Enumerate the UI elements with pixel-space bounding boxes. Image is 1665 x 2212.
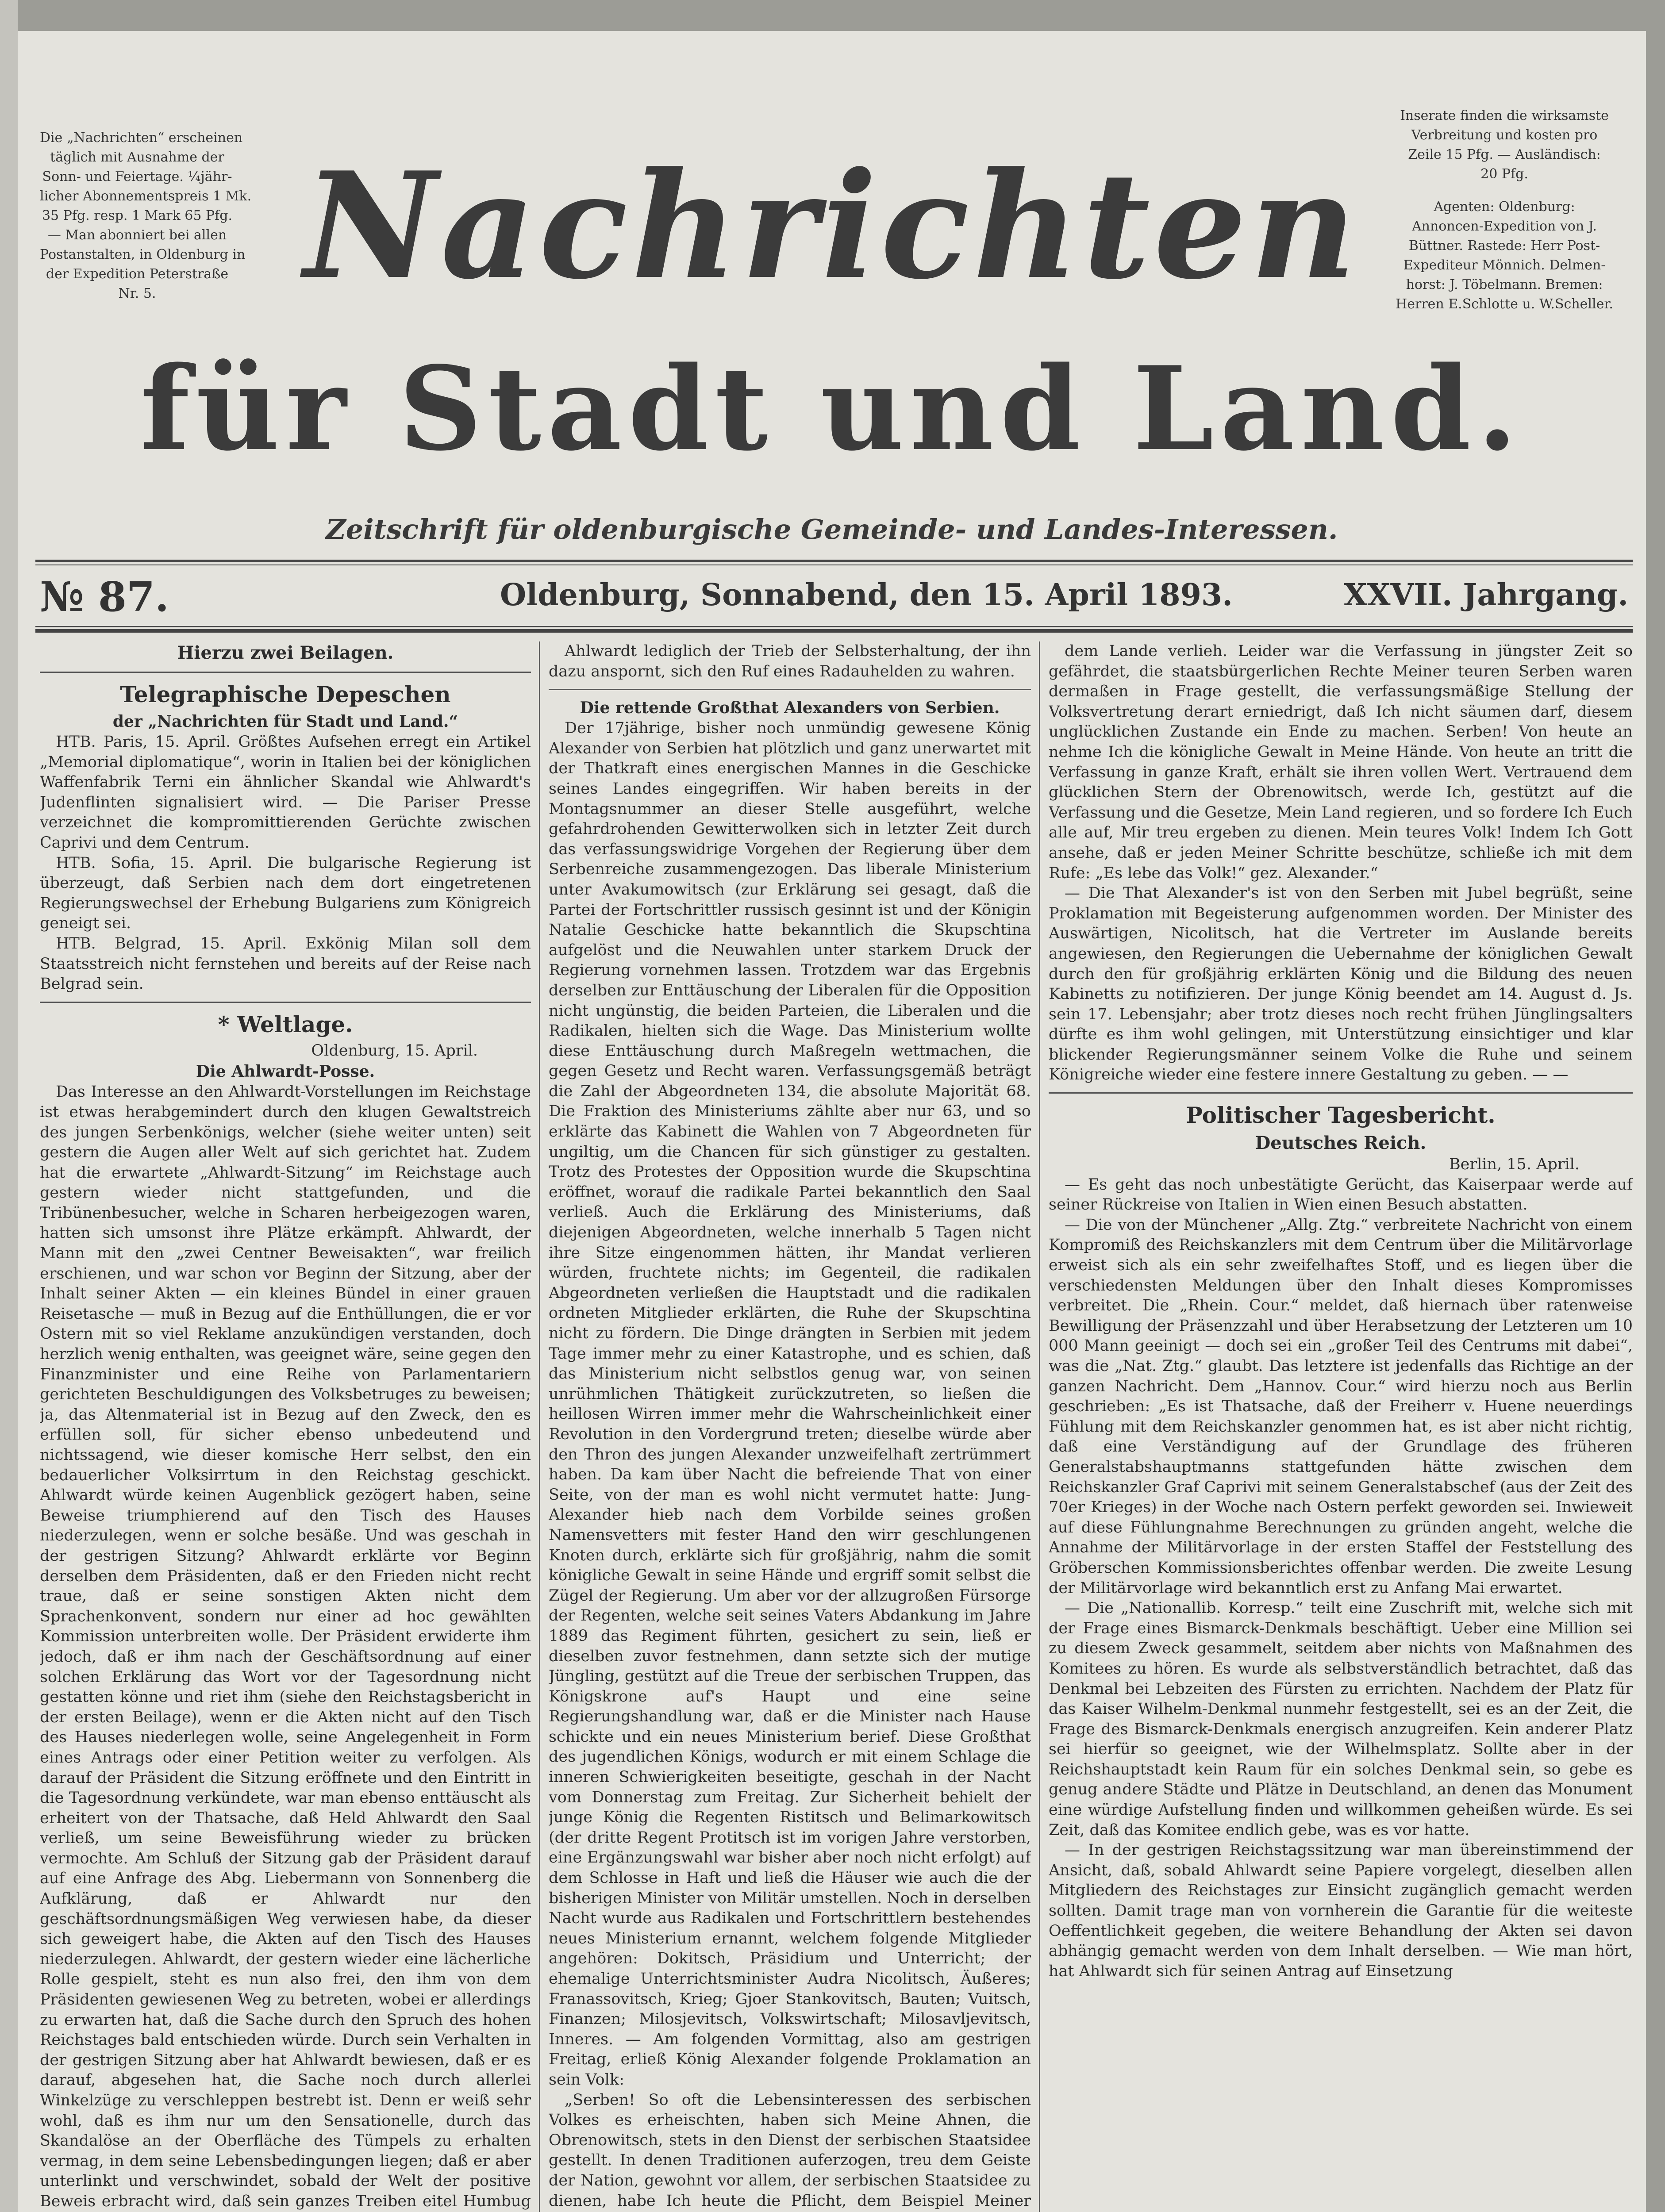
note-line: licher Abonnementspreis 1 Mk. [40,188,252,204]
supplements-notice: Hierzu zwei Beilagen. [177,642,394,663]
article-heading: Die Ahlwardt-Posse. [196,1062,375,1081]
note-line: — Man abonniert bei allen [47,227,227,243]
article-paragraph: — Es geht das noch unbestätigte Gerücht, das Kaiserpaar werde auf seiner Rückreise von Italien in Wien einen Besuch abstatten. [1049,1175,1633,1214]
note-line: Herren E.Schlotte u. W.Scheller. [1396,296,1613,312]
article-paragraph: — Die von der Münchener „Allg. Ztg.“ verbreitete Nachricht von einem Kompromiß des Reichskanzlers mit dem Centrum über die Militärvorlage erweist sich als ein sehr zweifelhaftes Stoff, und es liegen über die verschiedensten Meldungen über den Inhalt dieses Kompromisses verbreitet. Die „Rhein. Cour.“ meldet, daß hiernach über ratenweise Bewilligung der Präsenzzahl und über Herabsetzung der Letzteren um 10 000 Mann geeinigt — doch sei ein „großer Teil des Centrums mit dabei“, was die „Nat. Ztg.“ glaubt. Das letztere ist jedenfalls das Richtige an der ganzen Nachricht. Dem „Hannov. Cour.“ wird hierzu noch aus Berlin geschrieben: „Es ist Thatsache, daß der Freiherr v. Huene neuerdings Fühlung mit dem Reichskanzler genommen hat, es ist aber nicht richtig, daß eine Verständigung auf der Grundlage des früheren Generalstabshauptmanns stattgefunden hätte zwischen dem Reichskanzler Graf Caprivi mit seinem Generalstabschef (aus der Zeit des 70er Krieges) in der Woche nach Ostern perfekt geworden sei. Inwieweit auf diese Fühlungnahme Berechnungen zu gründen angeht, welche die Annahme der Militärvorlage in der ersten Staffel der Feststellung des Gröberschen Kommissionsberichtes offenbar werden. Die zweite Lesung der Militärvorlage wird bekanntlich erst zu Anfang Mai erwartet. [1049,1216,1633,1597]
issue-number: № 87. [40,573,169,621]
note-line: 35 Pfg. resp. 1 Mark 65 Pfg. [42,208,233,223]
issue-date: Oldenburg, Sonnabend, den 15. April 1893. [500,577,1233,613]
column-divider [1039,641,1040,2212]
note-line: Postanstalten, in Oldenburg in [40,247,246,262]
note-line: horst: J. Töbelmann. Bremen: [1406,277,1603,292]
article-continuation: Ahlwardt lediglich der Trieb der Selbsterhaltung, der ihn dazu anspornt, sich den Ruf eines Radauhelden zu wahren. [549,642,1031,680]
note-line: Agenten: Oldenburg: [1434,199,1575,215]
masthead-title-second-line: für Stadt und Land. [140,342,1524,476]
article-paragraph: — Die „Nationallib. Korresp.“ teilt eine Zuschrift mit, welche sich mit der Frage eines Bismarck-Denkmals beschäftigt. Ueber eine Million sei zu diesem Zweck gesammelt, seitdem aber nichts von Maßnahmen des Komitees zu hören. Es wurde als selbstverständlich betrachtet, daß das Denkmal bei Lebzeiten des Fürsten zu errichten. Nachdem der Platz für das Kaiser Wilhelm-Denkmal nunmehr festgestellt, sei es an der Zeit, die Frage des Bismarck-Denkmals energisch anzugreifen. Kein anderer Platz sei hierfür so geeignet, wie der Wilhelmsplatz. Sollte aber in der Reichshauptstadt kein Raum für ein solches Denkmal sein, so gebe es genug andere Städte und Plätze in Deutschland, an denen das Monument eine würdige Aufstellung finden und willkommen geheißen würde. Es sei Zeit, daß das Komitee endlich gebe, was es vor hatte. [1049,1599,1633,1839]
article-paragraph: Das Interesse an den Ahlwardt-Vorstellungen im Reichstage ist etwas herabgemindert durch den klugen Gewaltstreich des jungen Serbenkönigs, welcher (siehe weiter unten) seit gestern die Augen aller Welt auf sich gerichtet hat. Zudem hat die erwartete „Ahlwardt-Sitzung“ im Reichstage auch gestern wieder nicht stattgefunden, und die Tribünenbesucher, welche in Scharen herbeigezogen waren, hatten sich umsonst ihre Plätze erkämpft. Ahlwardt, der Mann mit den „zwei Centner Beweisakten“, war freilich erschienen, und war schon vor Beginn der Sitzung, aber der Inhalt seiner Akten — ein kleines Bündel in einer grauen Reisetasche — muß in Bezug auf die Enthüllungen, die er vor Ostern mit so viel Reklame anzukündigen verstanden, doch herzlich wenig enthalten, was geeignet wäre, seine gegen den Finanzminister und eine Reihe von Parlamentariern gerichteten Beschuldigungen des Volksbetruges zu beweisen; ja, das Altenmaterial ist in Bezug auf den Zweck, den es erfüllen soll, für sicher ebenso unbedeutend und nichtssagend, wie dieser komische Herr selbst, den ein bedauerlicher Volksirrtum in den Reichstag geschickt. Ahlwardt würde keinen Augenblick gezögert haben, seine Beweise triumphierend auf den Tisch des Hauses niederzulegen, wenn er solche besäße. Und was geschah in der gestrigen Sitzung? Ahlwardt erklärte vor Beginn derselben dem Präsidenten, daß er den Frieden nicht recht traue, daß er seine sonstigen Akten nicht dem Sprachenkonvent, sondern nur einer ad hoc gewählten Kommission unterbreiten wolle. Der Präsident erwiderte ihm jedoch, daß er ihm nach der Geschäftsordnung auf einer solchen Erklärung das Wort vor der Tagesordnung nicht gestatten könne und riet ihm (siehe den Reichstagsbericht in der ersten Beilage), wenn er die Akten nicht auf den Tisch des Hauses niederlegen wolle, seine Angelegenheit in Form eines Antrags oder einer Petition weiter zu verfolgen. Als darauf der Präsident die Sitzung eröffnete und den Eintritt in die Tagesordnung verkündete, war man ebenso enttäuscht als erheitert von der Thatsache, daß Held Ahlwardt den Saal verließ, um seine Beweisführung wieder zu brücken vermochte. Am Schluß der Sitzung gab der Präsident darauf auf eine Anfrage des Abg. Liebermann von Sonnenberg die Aufklärung, daß er Ahlwardt nur den geschäftsordnungsmäßigen Weg verwiesen habe, da dieser sich geweigert habe, die Akten auf den Tisch des Hauses niederzulegen. Ahlwardt, der gestern wieder eine lächerliche Rolle gespielt, steht es nun also frei, den ihm von dem Präsidenten gewiesenen Weg zu betreten, wobei er allerdings zu erwarten hat, daß die Sache durch den Spruch des hohen Reichstages bald entschieden würde. Durch sein Verhalten in der gestrigen Sitzung aber hat Ahlwardt bewiesen, daß er es darauf, abgesehen hat, die Sache noch durch allerlei Winkelzüge zu verschleppen bestrebt ist. Denn er weiß sehr wohl, daß es ihm nur um den Sensationelle, durch das Skandalöse an der Oberfläche des Tümpels zu erhalten vermag, in dem seine Lebensbedingungen liegen; daß er aber unterlinkt und verschwindet, sobald der Welt der positive Beweis erbracht wird, daß sein ganzes Treiben eitel Humbug [40,1083,531,2210]
article-paragraph: HTB. Paris, 15. April. Größtes Aufsehen erregt ein Artikel „Memorial diplomatique“, worin in Italien bei der königlichen Waffenfabrik Terni ein ähnlicher Skandal wie Ahlwardt's Judenflinten signalisiert wird. — Die Pariser Presse verzeichnet die kompromittierenden Gerüchte zwischen Caprivi und dem Centrum. [40,733,531,852]
dateline-rule-thin [35,626,1633,627]
masthead-rule-top [35,560,1633,562]
section-rule [549,689,1031,690]
note-line: Zeile 15 Pfg. — Ausländisch: [1408,147,1601,162]
note-line: Verbreitung und kosten pro [1411,127,1598,143]
article-paragraph: HTB. Belgrad, 15. April. Exkönig Milan soll dem Staatsstreich nicht fernstehen und bereits auf der Reise nach Belgrad sein. [40,934,531,993]
masthead-title: Nachrichten [304,140,1360,311]
newspaper-page [18,31,1646,2212]
section-heading-dispatches: Telegraphische Depeschen [120,681,451,707]
place-date: Oldenburg, 15. April. [311,1041,478,1060]
article-paragraph: „Serben! So oft die Lebensinteressen des serbischen Volkes es erheischten, haben sich Meine Ahnen, die Obrenowitsch, stets in den Dienst der serbischen Staatsidee gestellt. In denen Traditionen auferzogen, treu dem Geiste der Nation, gewohnt vor allem, der serbischen Staatsidee zu dienen, habe Ich heute die Pflicht, dem Beispiel Meiner [549,2091,1031,2210]
dateline [40,573,1628,622]
note-line: Die „Nachrichten“ erscheinen [40,130,243,146]
column-3 [1049,641,1633,2212]
note-line: täglich mit Ausnahme der [50,150,224,165]
note-line: Sonn- und Feiertage. ¼jähr- [42,169,232,184]
section-rule [40,1002,531,1003]
note-line: der Expedition Peterstraße [46,266,229,282]
section-rule [40,672,531,673]
article-heading: Die rettende Großthat Alexanders von Serbien. [580,699,1000,718]
column-1 [40,641,531,2212]
note-line: Büttner. Rastede: Herr Post- [1408,238,1600,253]
column-2 [549,641,1031,2212]
article-paragraph: — Die That Alexander's ist von den Serben mit Jubel begrüßt, seine Proklamation mit Begeisterung aufgenommen worden. Der Minister des Auswärtigen, Nicolitsch, hat die Vertreter im Auslande bereits angewiesen, den Regierungen die Uebernahme der königlichen Gewalt durch den für großjährig erklärten König und die Bildung des neuen Kabinetts zu notifizieren. Der junge König beendet am 14. August d. Js. sein 17. Lebensjahr; aber trotz dieses noch recht frühen Jünglingsalters dürfte es ihm wohl gelingen, mit Unterstützung einsichtiger und klar blickender Regierungsmänner seinem Volke die Ruhe und seinem Königreiche wieder eine festere innere Gestaltung zu geben. — — [1049,884,1633,1084]
section-heading-weltlage: * Weltlage. [218,1011,353,1037]
volume-number: XXVII. Jahrgang. [1343,577,1628,613]
section-heading-politics: Politischer Tagesbericht. [1186,1102,1496,1129]
note-line: Nr. 5. [118,286,156,301]
section-subheading: der „Nachrichten für Stadt und Land.“ [112,712,458,731]
section-subheading: Deutsches Reich. [1255,1133,1427,1154]
place-date: Berlin, 15. April. [1449,1156,1580,1174]
article-paragraph: HTB. Sofia, 15. April. Die bulgarische Regierung ist überzeugt, daß Serbien nach dem dort eingetretenen Regierungswechsel der Erhebung Bulgariens zum Königreich geneigt sei. [40,854,531,933]
note-line: Annoncen-Expedition von J. [1412,219,1597,234]
article-paragraph: — In der gestrigen Reichstagssitzung war man übereinstimmend der Ansicht, daß, sobald Ahlwardt seine Papiere vorgelegt, dieselben allen Mitgliedern des Reichstages zur Einsicht zugänglich gemacht werden sollten. Damit trage man von vornherein die Garantie für die weiteste Oeffentlichkeit gegeben, die weitere Behandlung der Akten sei davon abhängig gemacht werden von dem Inhalt derselben. — Wie man hört, hat Ahlwardt sich für seinen Antrag auf Einsetzung [1049,1841,1633,1980]
note-line: 20 Pfg. [1480,166,1528,182]
section-rule [1049,1092,1633,1094]
column-divider [539,641,540,2212]
article-continuation: dem Lande verlieh. Leider war die Verfassung in jüngster Zeit so gefährdet, die staatsbürgerlichen Rechte Meiner teuren Serben waren dermaßen in Frage gestellt, die verfassungsmäßige Stellung der Volksvertretung derart erniedrigt, daß Ich nicht säumen darf, diesem unglücklichen Zustande ein Ende zu machen. Serben! Von heute an nehme Ich die königliche Gewalt in Meine Hände. Von heute an tritt die Verfassung in ganze Kraft, erhält sie ihren vollen Wert. Vertrauend dem glücklichen Stern der Obrenowitsch, werde Ich, gestützt auf die Verfassung und die Gesetze, Mein Land regieren, und so fordere Ich Euch alle auf, Mir treu ergeben zu dienen. Mein teures Volk! Indem Ich Gott ansehe, daß er jeden Meiner Schritte beschütze, schließe ich mit dem Rufe: „Es lebe das Volk!“ gez. Alexander.“ [1049,642,1633,882]
note-line: Expediteur Mönnich. Delmen- [1403,257,1606,273]
article-paragraph: Der 17jährige, bisher noch unmündig gewesene König Alexander von Serbien hat plötzlich und ganz unerwartet mit der Thatkraft eines energischen Mannes in die Geschicke seines Landes eingegriffen. Wir haben bereits in der Montagsnummer an dieser Stelle ausgeführt, welche gefahrdrohenden Gewitterwolken sich in letzter Zeit durch das verfassungswidrige Vorgehen der Regierung über dem Serbenreiche zusammengezogen. Das liberale Ministerium unter Avakumowitsch (zur Erklärung sei gesagt, daß die Partei der Fortschrittler russisch gesinnt ist und der Königin Natalie Geschicke hatte bekanntlich die Skupschtina aufgelöst und die Neuwahlen unter starkem Druck der Regierung vornehmen lassen. Trotzdem war das Ergebnis derselben zur Enttäuschung der Liberalen für die Opposition nicht ungünstig, die beiden Parteien, die Liberalen und die Radikalen, hielten sich die Wage. Das Ministerium wollte diese Enttäuschung durch Maßregeln wettmachen, die gegen Gesetz und Recht waren. Verfassungsgemäß beträgt die Zahl der Abgeordneten 134, die absolute Majorität 68. Die Fraktion des Ministeriums zählte aber nur 63, und so erklärte das Kabinett die Wahlen von 7 Abgeordneten für ungiltig, um die Chancen für sich günstiger zu gestalten. Trotz des Protestes der Opposition wurde die Skupschtina eröffnet, worauf die radikale Partei bekanntlich den Saal verließ. Auch die Erklärung des Ministeriums, daß diejenigen Abgeordneten, welche innerhalb 5 Tagen nicht ihre Sitze eingenommen hätten, ihr Mandat verlieren würden, fruchtete nichts; im Gegenteil, die radikalen Abgeordneten verließen die Hauptstadt und die radikalen ordneten Mitglieder erklärten, die Ruhe der Skupschtina nicht zu fördern. Die Dinge drängten in Serbien mit jedem Tage immer mehr zu einer Katastrophe, und es schien, daß das Ministerium nicht selbstlos genug war, von seinen unrühmlichen Thätigkeit zurückzutreten, so ließen die heillosen Wirren immer mehr die Wahrscheinlichkeit einer Revolution in den Vordergrund treten; dieselbe würde aber den Thron des jungen Alexander unzweifelhaft zertrümmert haben. Da kam über Nacht die befreiende That von einer Seite, von der man es wohl nicht vermutet hatte: Jung-Alexander hieb nach dem Vorbilde seines großen Namensvetters mit fester Hand den wirr geschlungenen Knoten durch, erklärte sich für großjährig, nahm die somit königliche Gewalt in seine Hände und ergriff somit selbst die Zügel der Regierung. Um aber vor der allzugroßen Fürsorge der Regenten, welche seit seines Vaters Abdankung im Jahre 1889 das Regiment führten, gesichert zu sein, ließ er dieselben zuvor festnehmen, dann setzte sich der mutige Jüngling, gestützt auf die Treue der serbischen Truppen, das Königskrone auf's Haupt und eine seine Regierungshandlung war, daß er die Minister nach Hause schickte und ein neues Ministerium berief. Diese Großthat des jugendlichen Königs, wodurch er mit einem Schlage die inneren Schwierigkeiten beseitigte, geschah in der Nacht vom Donnerstag zum Freitag. Zur Sicherheit behielt der junge König die Regenten Ristitsch und Belimarkowitsch (der dritte Regent Protitsch ist im vorigen Jahre verstorben, eine Ergänzungswahl war bisher aber noch nicht erfolgt) auf dem Schlosse in Haft und ließ die Häuser wie auch die der bisherigen Minister von Militär umstellen. Noch in derselben Nacht wurde aus Radikalen und Fortschrittlern bestehendes neues Ministerium ernannt, welchem folgende Mitglieder angehören: Dokitsch, Präsidium und Unterricht; der ehemalige Unterrichtsminister Audra Nicolitsch, Äußeres; Franassovitsch, Krieg; Gjoer Stankovitsch, Bauten; Vuitsch, Finanzen; Milosjevitsch, Volkswirtschaft; Milosavljevitsch, Inneres. — Am folgenden Vormittag, also am gestrigen Freitag, erließ König Alexander folgende Proklamation an sein Volk: [549,719,1031,2089]
adjacent-page-edge [0,0,18,2212]
masthead-subtitle: Zeitschrift für oldenburgische Gemeinde- und Landes-Interessen. [326,513,1338,545]
note-line: Inserate finden die wirksamste [1400,108,1609,123]
dateline-rule-thick [35,629,1633,633]
